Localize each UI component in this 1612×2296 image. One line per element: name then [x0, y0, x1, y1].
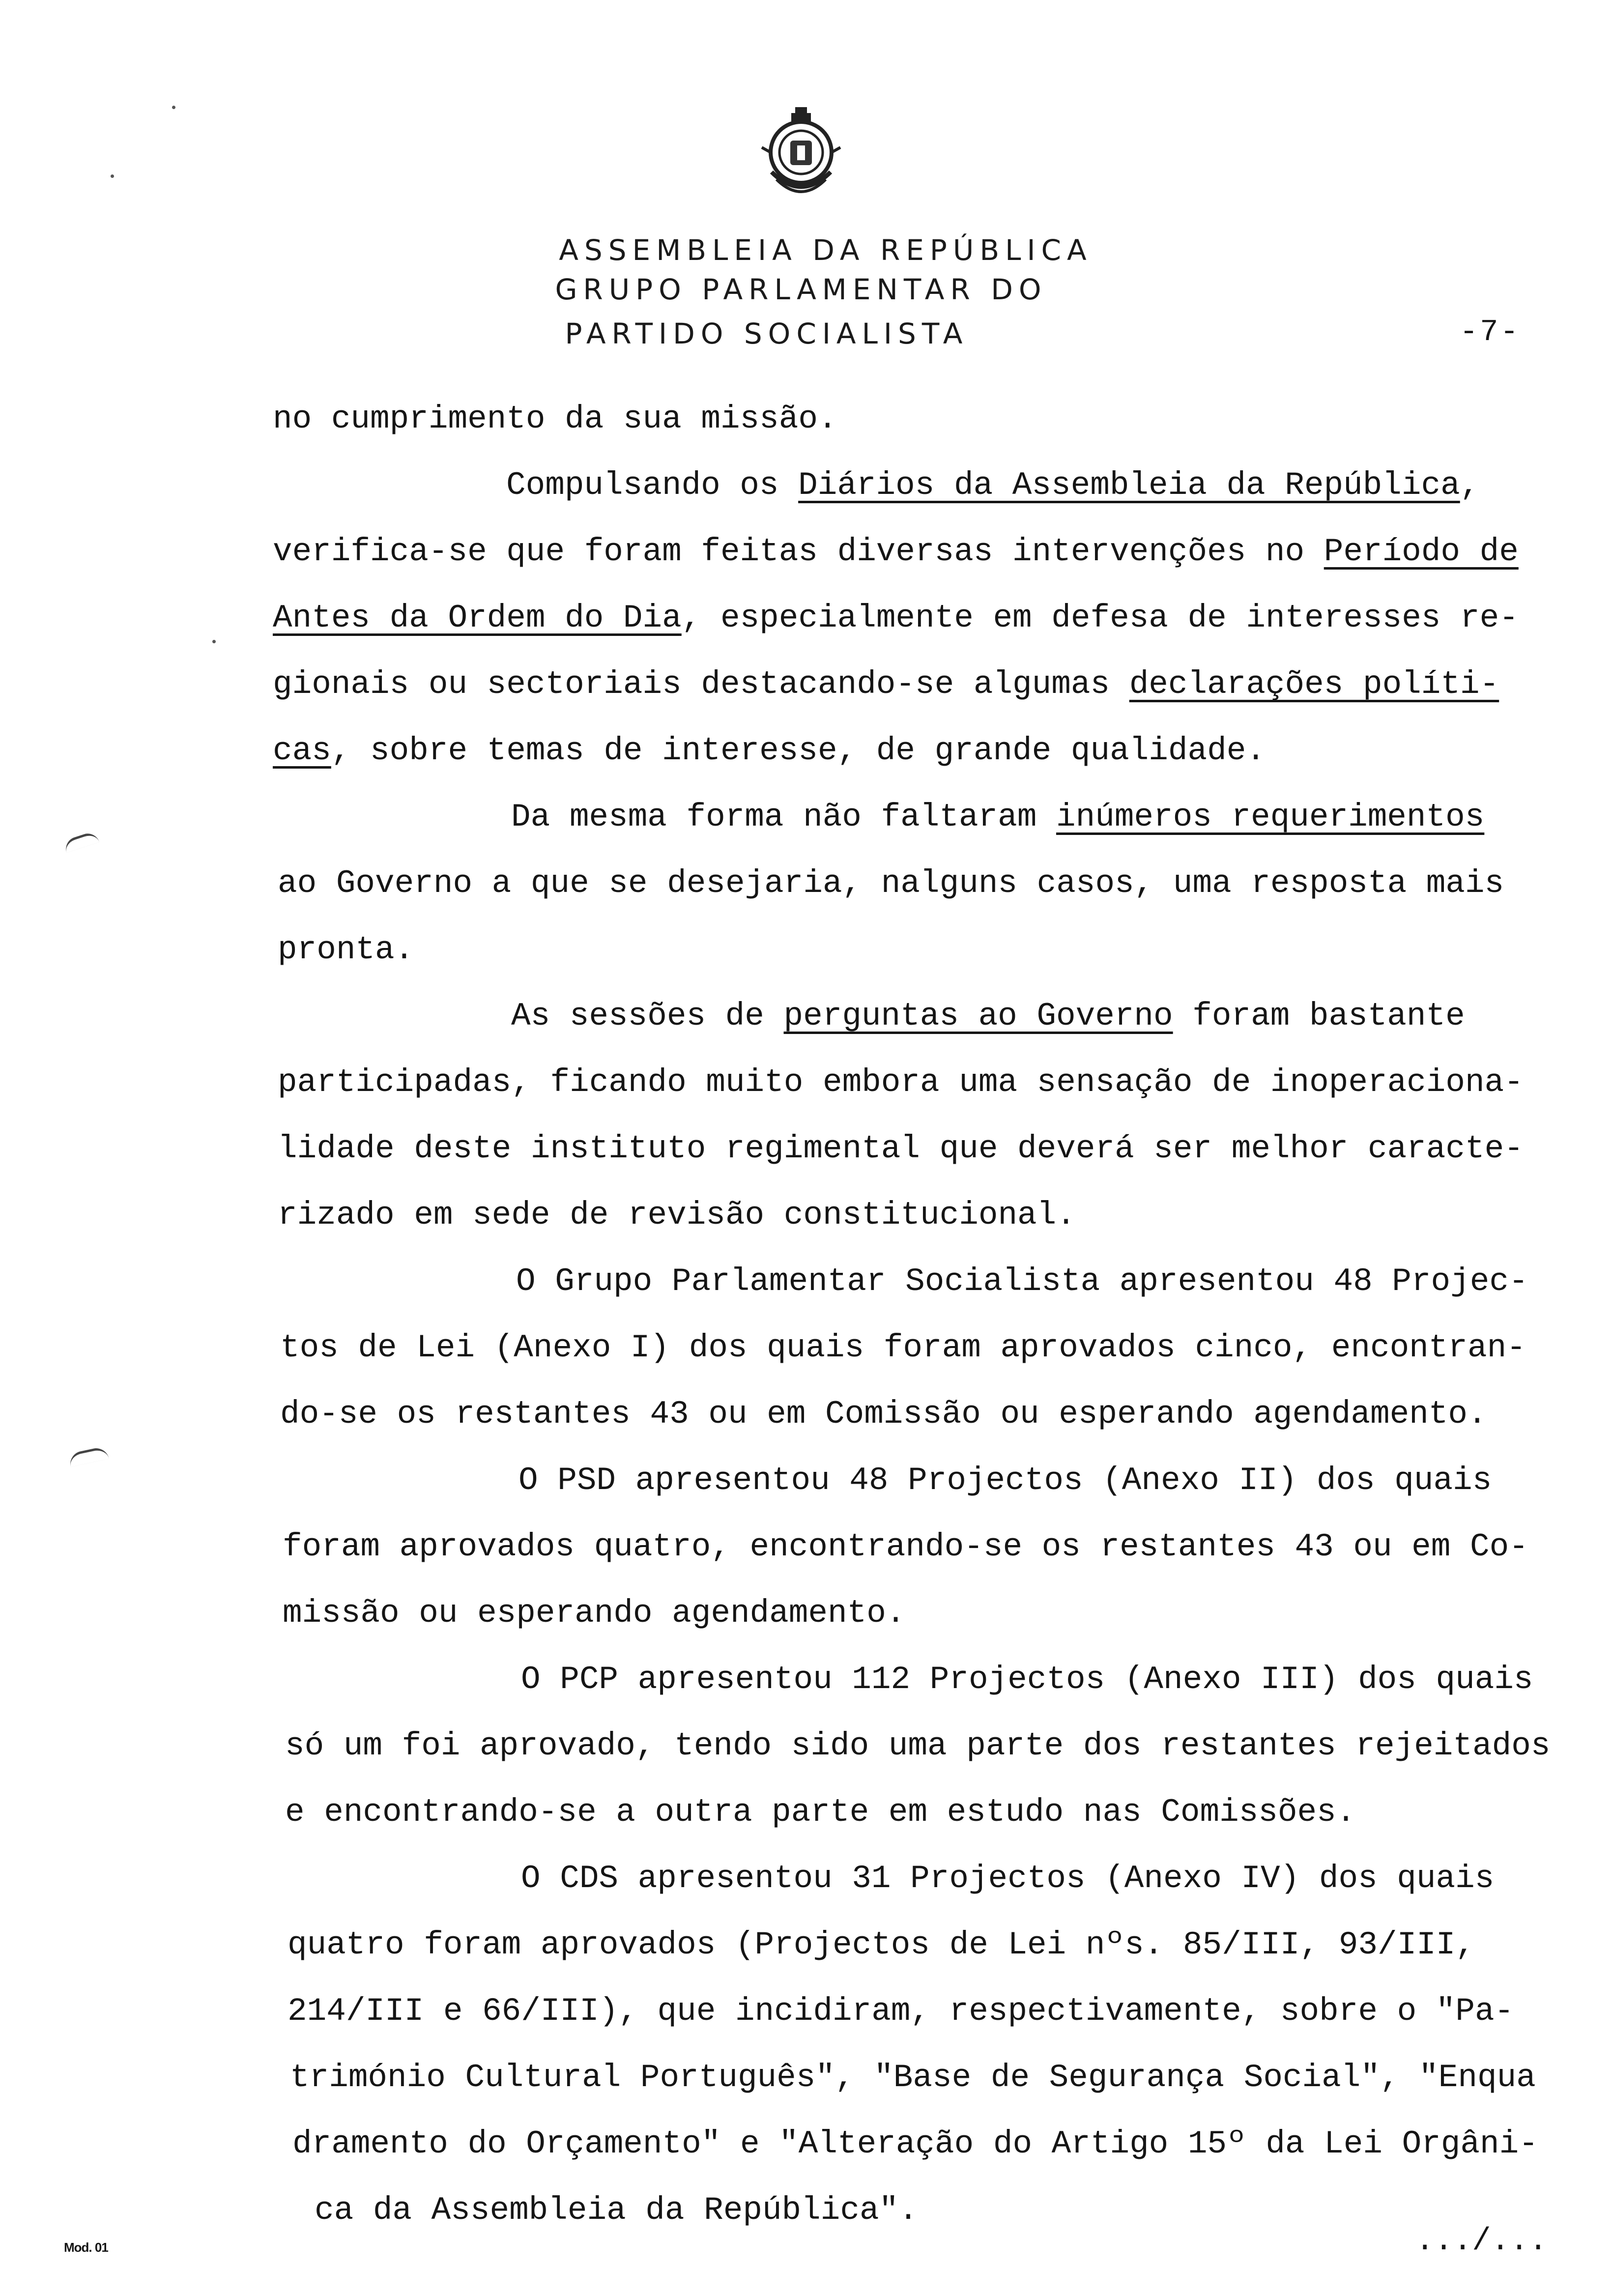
text-line: ca da Assembleia da República". — [315, 2192, 918, 2229]
text-line: missão ou esperando agendamento. — [283, 1595, 906, 1632]
coat-of-arms-icon — [752, 98, 850, 206]
text-line: foram aprovados quatro, encontrando-se os restantes 43 ou em Co- — [283, 1528, 1528, 1565]
text-line: gionais ou sectoriais destacando-se algumas declarações políti- — [273, 666, 1499, 703]
text-line: O PCP apresentou 112 Projectos (Anexo III) dos quais — [521, 1661, 1533, 1698]
header-line-2: GRUPO PARLAMENTAR DO — [555, 273, 1047, 306]
underlined-term: Antes da Ordem do Dia — [273, 600, 682, 636]
page-number: -7- — [1460, 315, 1521, 349]
text-line: ao Governo a que se desejaria, nalguns casos, uma resposta mais — [278, 865, 1504, 902]
text-line: lidade deste instituto regimental que deverá ser melhor caracte- — [278, 1130, 1524, 1167]
text-line: quatro foram aprovados (Projectos de Lei nºs. 85/III, 93/III, — [288, 1926, 1475, 1963]
underlined-term: Período de — [1324, 533, 1519, 570]
text-line: 214/III e 66/III), que incidiram, respectivamente, sobre o "Pa- — [288, 1993, 1514, 2030]
text-line: As sessões de perguntas ao Governo foram bastante — [511, 998, 1465, 1034]
text-line: Antes da Ordem do Dia, especialmente em defesa de interesses re- — [273, 600, 1519, 636]
continuation-mark: .../... — [1415, 2224, 1548, 2259]
header-line-1: ASSEMBLEIA DA REPÚBLICA — [559, 233, 1093, 267]
underlined-term: declarações políti- — [1129, 666, 1499, 703]
header-line-3: PARTIDO SOCIALISTA — [565, 317, 969, 350]
scan-dot — [111, 174, 114, 178]
underlined-term: cas — [273, 732, 331, 769]
scan-dot — [212, 640, 216, 643]
underlined-term: Diários da Assembleia da República — [798, 467, 1460, 504]
text-line: participadas, ficando muito embora uma sensação de inoperaciona- — [278, 1064, 1524, 1101]
text-line: e encontrando-se a outra parte em estudo nas Comissões. — [285, 1794, 1356, 1831]
text-line: cas, sobre temas de interesse, de grande qualidade. — [273, 732, 1266, 769]
text-line: verifica-se que foram feitas diversas intervenções no Período de — [273, 533, 1519, 570]
text-line: O PSD apresentou 48 Projectos (Anexo II) dos quais — [518, 1462, 1492, 1499]
text-line: O CDS apresentou 31 Projectos (Anexo IV) dos quais — [521, 1860, 1495, 1897]
underlined-term: inúmeros requerimentos — [1056, 799, 1485, 835]
text-line: O Grupo Parlamentar Socialista apresentou 48 Projec- — [516, 1263, 1528, 1300]
scan-dot — [172, 106, 175, 109]
scan-mark — [68, 1446, 109, 1467]
text-line: Da mesma forma não faltaram inúmeros requerimentos — [511, 799, 1485, 835]
form-code: Mod. 01 — [64, 2240, 108, 2255]
text-line: rizado em sede de revisão constitucional. — [278, 1197, 1076, 1234]
text-line: só um foi aprovado, tendo sido uma parte dos restantes rejeitados — [285, 1727, 1551, 1764]
text-line: do-se os restantes 43 ou em Comissão ou esperando agendamento. — [280, 1396, 1487, 1433]
underlined-term: perguntas ao Governo — [783, 998, 1173, 1034]
text-line: pronta. — [278, 931, 414, 968]
text-line: no cumprimento da sua missão. — [273, 401, 837, 437]
text-line: dramento do Orçamento" e "Alteração do Artigo 15º da Lei Orgâni- — [292, 2125, 1538, 2162]
text-line: trimónio Cultural Português", "Base de Segurança Social", "Enqua — [290, 2059, 1536, 2096]
text-line: Compulsando os Diários da Assembleia da República, — [506, 467, 1480, 504]
scan-mark — [63, 831, 99, 853]
text-line: tos de Lei (Anexo I) dos quais foram aprovados cinco, encontran- — [280, 1329, 1526, 1366]
